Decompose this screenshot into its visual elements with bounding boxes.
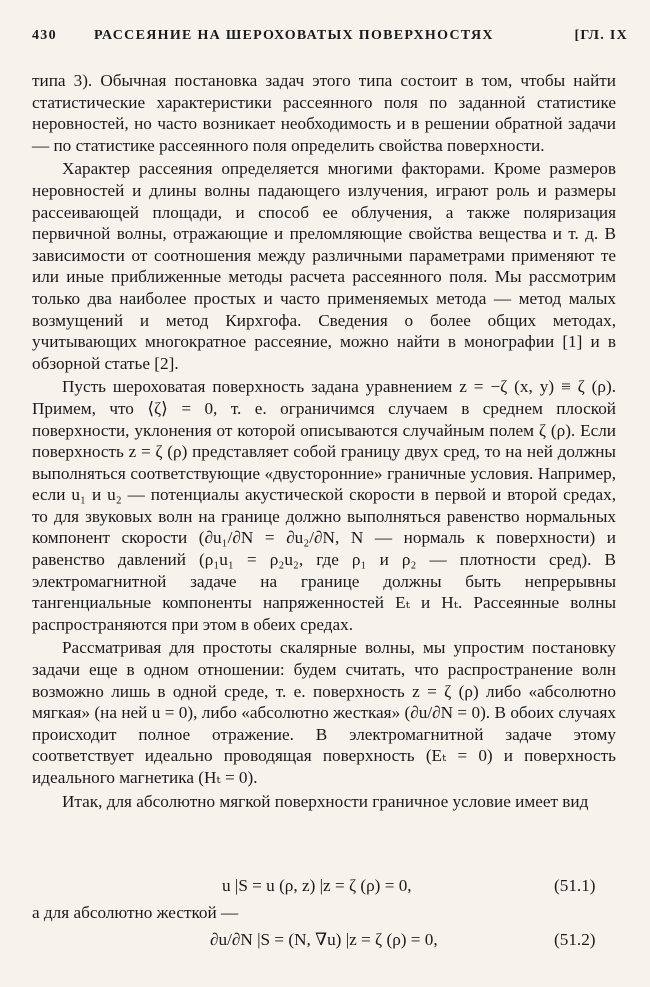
equation — [0, 930, 650, 960]
chapter-label: [ГЛ. IX — [574, 28, 628, 43]
equation-body: u |S = u (ρ, z) |z = ζ (ρ) = 0, — [222, 876, 412, 895]
connecting-text: а для абсолютно жесткой — — [32, 903, 239, 922]
paragraph: Характер рассеяния определяется многими факторами. Кроме размеров неровностей и длины волны падающего излучения, играют роль и размеры рассеивающей площади, и способ ее облучения, а также поляризация первичной волны, отражающие и преломляющие свойства вещества и т. д. В зависимости от соотношения между различными параметрами применяют те или иные приближенные методы расчета рассеянного поля. Мы рассмотрим только два наиболее простых и часто применяемых метода — метод малых возмущений и метод Кирхгофа. Сведения о более общих методах, учитывающих многократное рассеяние, можно найти в монографии [1] и в обзорной статье [2]. — [32, 159, 616, 373]
running-header — [32, 28, 628, 50]
running-title: РАССЕЯНИЕ НА ШЕРОХОВАТЫХ ПОВЕРХНОСТЯХ — [94, 28, 494, 43]
paragraph: Итак, для абсолютно мягкой поверхности граничное условие имеет вид — [62, 791, 589, 811]
page-number: 430 — [32, 28, 57, 43]
equation — [0, 876, 650, 900]
body-text — [32, 70, 616, 812]
paragraph: Пусть шероховатая поверхность задана уравнением z = −ζ (x, y) ≡ ζ (ρ). Примем, что ⟨ζ⟩ = 0, т. е. ограничимся случаем в среднем плоской поверхности, уклонения от которой описываются случайным полем ζ (ρ). Если поверхность z = ζ (ρ) представляет собой границу двух сред, то на ней должны выполняться соответствующие «двусторонние» граничные условия. Например, если u₁ и u₂ — потенциалы акустической скорости в первой и второй средах, то для звуковых волн на границе должно выполняться равенство нормальных компонент скорости (∂u₁/∂N = ∂u₂/∂N, N — нормаль к поверхности) и равенство давлений (ρ₁u₁ = ρ₂u₂, где ρ₁ и ρ₂ — плотности сред). В электромагнитной задаче на границе должны быть непрерывны тангенциальные компоненты напряженностей Eₜ и Hₜ. Рассеянные волны распространяются при этом в обеих средах. — [32, 377, 616, 634]
equation-number: (51.1) — [554, 876, 596, 895]
paragraph: Рассматривая для простоты скалярные волны, мы упростим постановку задачи еще в одном отношении: будем считать, что распространение волн возможно лишь в одной среде, т. е. поверхность z = ζ (ρ) либо «абсолютно мягкая» (на ней u = 0), либо «абсолютно жесткая» (∂u/∂N = 0). В обоих случаях происходит полное отражение. В электромагнитной задаче этому соответствует идеально проводящая поверхность (Eₜ = 0) и поверхность идеального магнетика (Hₜ = 0). — [32, 638, 616, 787]
equation-number: (51.2) — [554, 930, 596, 949]
equation-body: ∂u/∂N |S = (N, ∇u) |z = ζ (ρ) = 0, — [210, 930, 438, 949]
paragraph: типа 3). Обычная постановка задач этого типа состоит в том, чтобы найти статистические характеристики рассеянного поля по заданной статистике неровностей, но часто возникает необходимость и в решении обратной задачи — по статистике рассеянного поля определить свойства поверхности. — [32, 71, 616, 155]
